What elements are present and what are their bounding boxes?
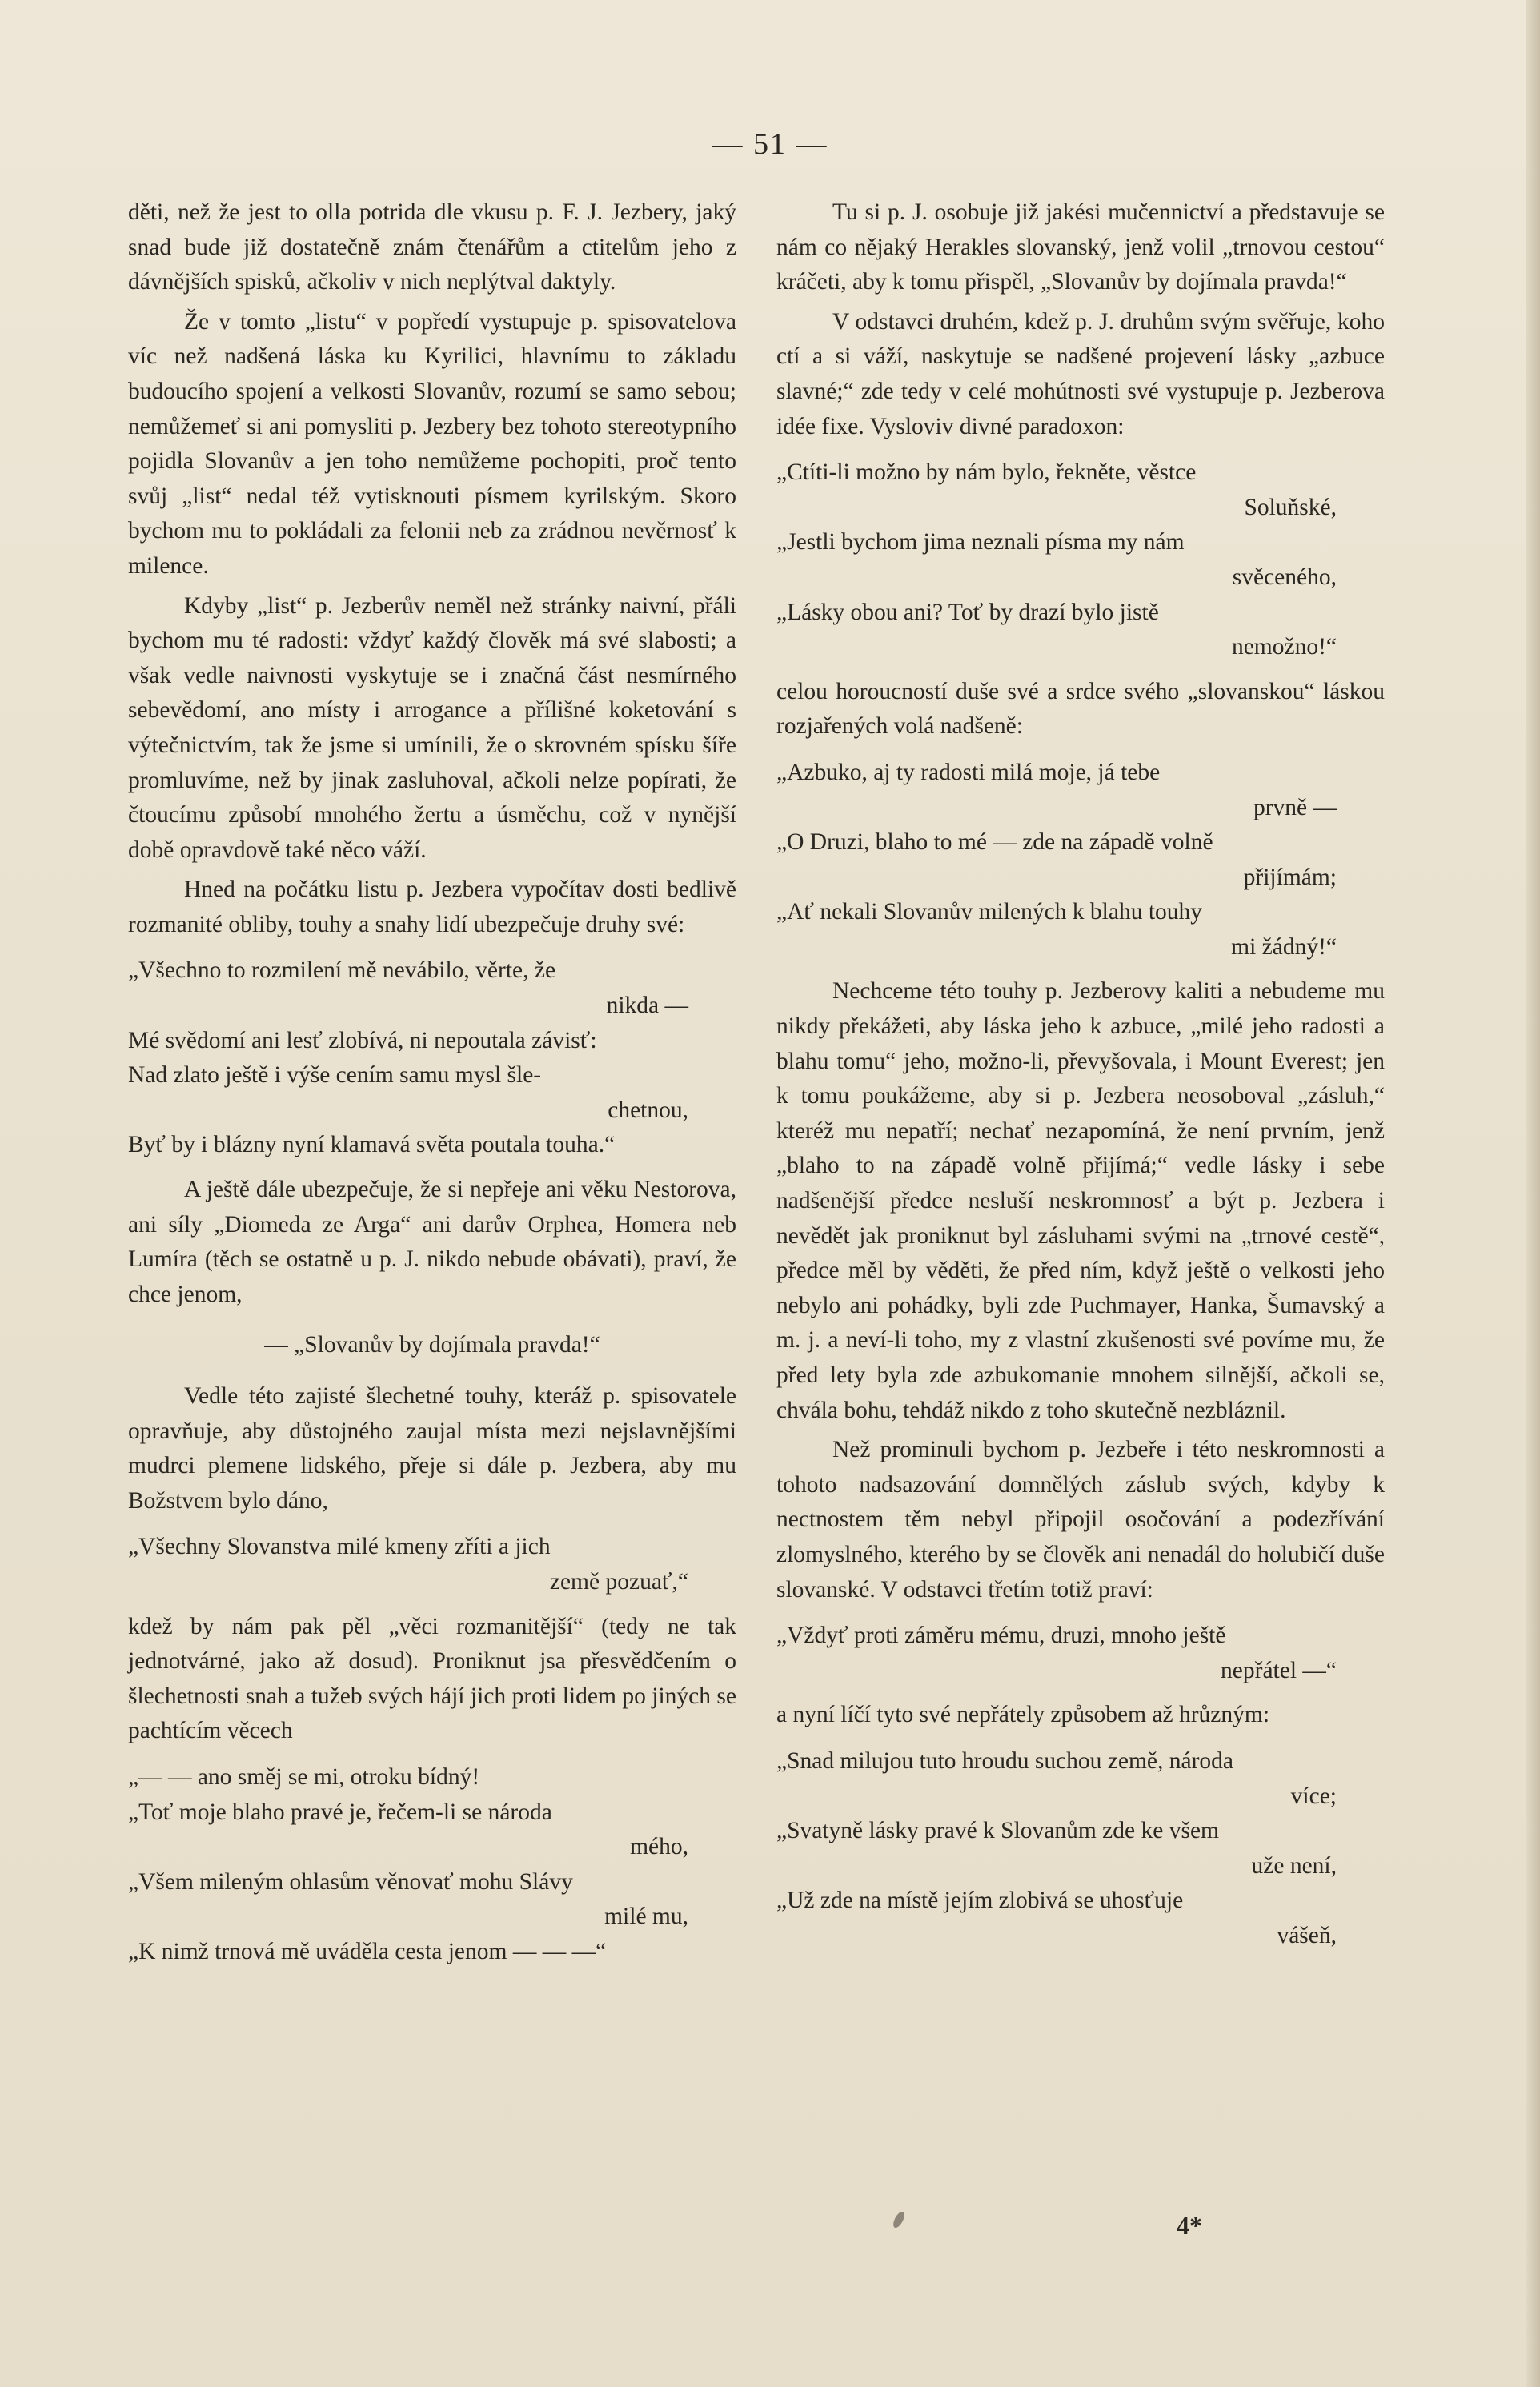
verse-line-text: „Svatyně lásky pravé k Slovanům zde ke všem <box>776 1818 1219 1844</box>
page-edge <box>1526 0 1540 2387</box>
verse-line-continuation: vášeň, <box>1277 1922 1337 1948</box>
verse-line-text: „Všechny Slovanstva milé kmeny zříti a jich <box>128 1534 551 1560</box>
verse-line-continuation: nemožno!“ <box>1231 634 1337 660</box>
verse-line-text: „Lásky obou ani? Toť by drazí bylo jistě <box>776 599 1159 625</box>
verse-line <box>128 1058 736 1128</box>
verse-line-text: „Všechno to rozmilení mě nevábilo, věrte, že <box>128 957 556 984</box>
verse-block <box>776 1744 1385 1954</box>
verse-line <box>128 1024 736 1059</box>
verse-line <box>776 455 1385 525</box>
verse-line <box>776 1744 1385 1814</box>
verse-line <box>128 1795 736 1865</box>
verse-line <box>128 953 736 1023</box>
verse-line <box>776 756 1385 825</box>
paragraph: Hned na počátku listu p. Jezbera vypočítav dosti bedlivě rozmanité obliby, touhy a snahy lidí ubezpečuje druhy své: <box>128 877 736 937</box>
verse-line-continuation: více; <box>1290 1783 1337 1809</box>
verse-line <box>776 825 1385 895</box>
verse-line <box>776 1884 1385 1953</box>
paragraph: A ještě dále ubezpečuje, že si nepřeje ani věku Nestorova, ani síly „Diomeda ze Arga“ ani darův Orphea, Homera neb Lumíra (těch se ostatně u p. J. nikdo nebude obávati), praví, že chce jenom, <box>128 1177 736 1307</box>
verse-line-continuation: Soluňské, <box>1244 494 1337 520</box>
verse-line-text: Byť by i blázny nyní klamavá světa poutala touha.“ <box>128 1132 616 1158</box>
verse-line <box>776 1814 1385 1884</box>
paragraph: a nyní líčí tyto své nepřátely způsobem až hrůzným: <box>776 1702 1270 1728</box>
paragraph: celou horoucností duše své a srdce svého „slovanskou“ láskou rozjařených volá nadšeně: <box>776 678 1385 740</box>
paragraph: Vedle této zajisté šlechetné touhy, kteráž p. spisovatele opravňuje, aby důstojného zaujal místa mezi nejslavnějšími mudrci plemene lidského, přeje si dále p. Jezbera, aby mu Božstvem bylo dáno, <box>128 1383 736 1514</box>
verse-line-text: „Všem mileným ohlasům věnovať mohu Slávy <box>128 1868 573 1895</box>
verse-line-continuation: nikda — <box>606 993 688 1019</box>
verse-line-continuation: země pozuať,“ <box>549 1568 688 1595</box>
verse-line <box>128 1865 736 1935</box>
verse-line-continuation: přijímám; <box>1243 864 1337 890</box>
page-number: — 51 — <box>712 127 828 161</box>
paragraph: děti, než že jest to olla potrida dle vkusu p. F. J. Jezbery, jaký snad bude již dostatečně znám čtenářům a ctitelům jeho z dávnějších spisků, ačkoliv v nich neplýtval daktyly. <box>128 199 736 295</box>
verse-block <box>776 1619 1385 1688</box>
verse-line-continuation: svěceného, <box>1232 564 1337 590</box>
verse-line-text: „Snad milujou tuto hroudu suchou země, národa <box>776 1747 1234 1774</box>
verse-line-text: „Ať nekali Slovanův milených k blahu touhy <box>776 899 1203 925</box>
verse-line-text: „Toť moje blaho pravé je, řečem-li se národa <box>128 1799 552 1825</box>
verse-line-text: Nad zlato ještě i výše cením samu mysl šle- <box>128 1062 542 1089</box>
verse-line-continuation: uže není, <box>1251 1852 1337 1879</box>
verse-line-text: „O Druzi, blaho to mé — zde na západě volně <box>776 829 1213 856</box>
verse-block <box>128 1760 736 1970</box>
verse-line <box>128 1935 736 1970</box>
verse-line-text: „K nimž trnová mě uváděla cesta jenom — — —“ <box>128 1938 607 1964</box>
verse-line-continuation: milé mu, <box>604 1904 688 1930</box>
paragraph: Že v tomto „listu“ v popředí vystupuje p. spisovatelova víc než nadšená láska ku Kyrilici, hlavnímu to základu budoucího spojení a velkosti Slovanův, rozumí se samo sebou; nemůžemeť si ani pomysliti p. Jezbery bez tohoto stereotypního pojidla Slovanův a jen toho nemůžeme pochopiti, proč tento svůj „list“ nedal též vytisknouti písmem kyrilským. Skoro bychom mu to pokládali za felonii neb za zrádnou nevěrnosť k milence. <box>128 308 736 579</box>
verse-block <box>776 455 1385 665</box>
verse-line-text: „— — ano směj se mi, otroku bídný! <box>128 1763 480 1790</box>
verse-line <box>128 1128 736 1163</box>
verse-line <box>776 596 1385 665</box>
verse-block <box>128 953 736 1163</box>
centered-quote: — „Slovanův by dojímala pravda!“ <box>264 1332 600 1358</box>
paragraph: Než prominuli bychom p. Jezbeře i této neskromnosti a tohoto nadsazování domnělých záslub svých, kdyby k nectnostem těm nebyl připojil osočování a podezřívání zlomyslného, kterého by se člověk ani nenadál do holubičí duše slovanské. V odstavci třetím totiž praví: <box>776 1437 1385 1603</box>
verse-line-text: „Vždyť proti záměru mému, druzi, mnoho ještě <box>776 1623 1226 1649</box>
right-column <box>776 195 1385 1964</box>
verse-line-text: Mé svědomí ani lesť zlobívá, ni nepoutala závisť: <box>128 1027 597 1053</box>
verse-line-continuation: mého, <box>630 1834 688 1860</box>
verse-line <box>776 1619 1385 1688</box>
verse-line <box>776 895 1385 965</box>
paragraph: kdež by nám pak pěl „věci rozmanitější“ (tedy ne tak jednotvárné, jako až dosud). Proniknut jsa přesvědčením o šlechetnosti snah a tužeb svých hájí jich proti lidem po jiných se pachtícím věcech <box>128 1613 736 1744</box>
verse-line-continuation: mi žádný!“ <box>1231 933 1337 960</box>
verse-line-text: „Azbuko, aj ty radosti milá moje, já tebe <box>776 759 1161 785</box>
verse-line <box>128 1760 736 1795</box>
verse-line-text: „Už zde na místě jejím zlobivá se uhosťuje <box>776 1888 1184 1914</box>
paragraph: Kdyby „list“ p. Jezberův neměl než stránky naivní, přáli bychom mu té radosti: vždyť každý člověk má své slabosti; a však vedle naivnosti vyskytuje se i značná část nesmírného sebevědomí, ano místy i arrogance a přílišné koketování s výtečnictvím, tak že jsme si umínili, že o skrovném spísku šíře promluvíme, než by jinak zasluhoval, ačkoli nelze popírati, že čtoucímu způsobí mnohého žertu a úsměchu, což v nynější době opravdově také něco váží. <box>128 592 736 863</box>
paragraph: V odstavci druhém, kdež p. J. druhům svým svěřuje, koho ctí a si váží, naskytuje se nadšené projevení lásky „azbuce slavné;“ zde tedy v celé mohútnosti své vystupuje p. Jezberova idée fixe. Vysloviv divné paradoxon: <box>776 308 1385 439</box>
paragraph: Tu si p. J. osobuje již jakési mučennictví a představuje se nám co nějaký Herakles slovanský, jenž volil „trnovou cestou“ kráčeti, aby k tomu přispěl, „Slovanův by dojímala pravda!“ <box>776 199 1385 295</box>
verse-block <box>776 756 1385 965</box>
verse-line <box>776 525 1385 595</box>
verse-line-text: „Ctíti-li možno by nám bylo, řekněte, věstce <box>776 459 1197 486</box>
verse-line <box>128 1530 736 1599</box>
ink-mark <box>891 2210 906 2229</box>
signature-mark: 4* <box>1177 2211 1202 2240</box>
left-column <box>128 195 736 1980</box>
verse-line-continuation: prvně — <box>1253 794 1337 820</box>
verse-block <box>128 1530 736 1599</box>
verse-line-continuation: chetnou, <box>608 1097 688 1123</box>
paragraph: Nechceme této touhy p. Jezberovy kaliti a nebudeme mu nikdy překážeti, aby láska jeho k azbuce, „milé jeho radosti a blahu tomu“ jeho, možno-li, převyšovala, i Mount Everest; jen k tomu poukážeme, aby si p. Jezbera neosoboval „zásluh,“ kteréž mu nepatří; nechať nezapomíná, že není prvním, jenž „blaho to na západě volně přijímá;“ vedle lásky i sebe nadšenější předce nesluší neskromnosť a být p. Jezbera i nevědět jak proniknut byl zásluhami svými na „trnové cestě“, předce měl by věděti, že před ním, když ještě o velkosti jeho nebylo ani pohádky, byli zde Puchmayer, Hanka, Šumavský a m. j. a neví-li toho, my z vlastní zkušenosti své povíme mu, že před lety byla zde azbukomanie mnohem silnější, ačkoli se, chvála bohu, tehdáž nikdo z toho skutečně nezbláznil. <box>776 978 1385 1423</box>
verse-line-continuation: nepřátel —“ <box>1221 1657 1337 1683</box>
verse-line-text: „Jestli bychom jima neznali písma my nám <box>776 529 1185 556</box>
